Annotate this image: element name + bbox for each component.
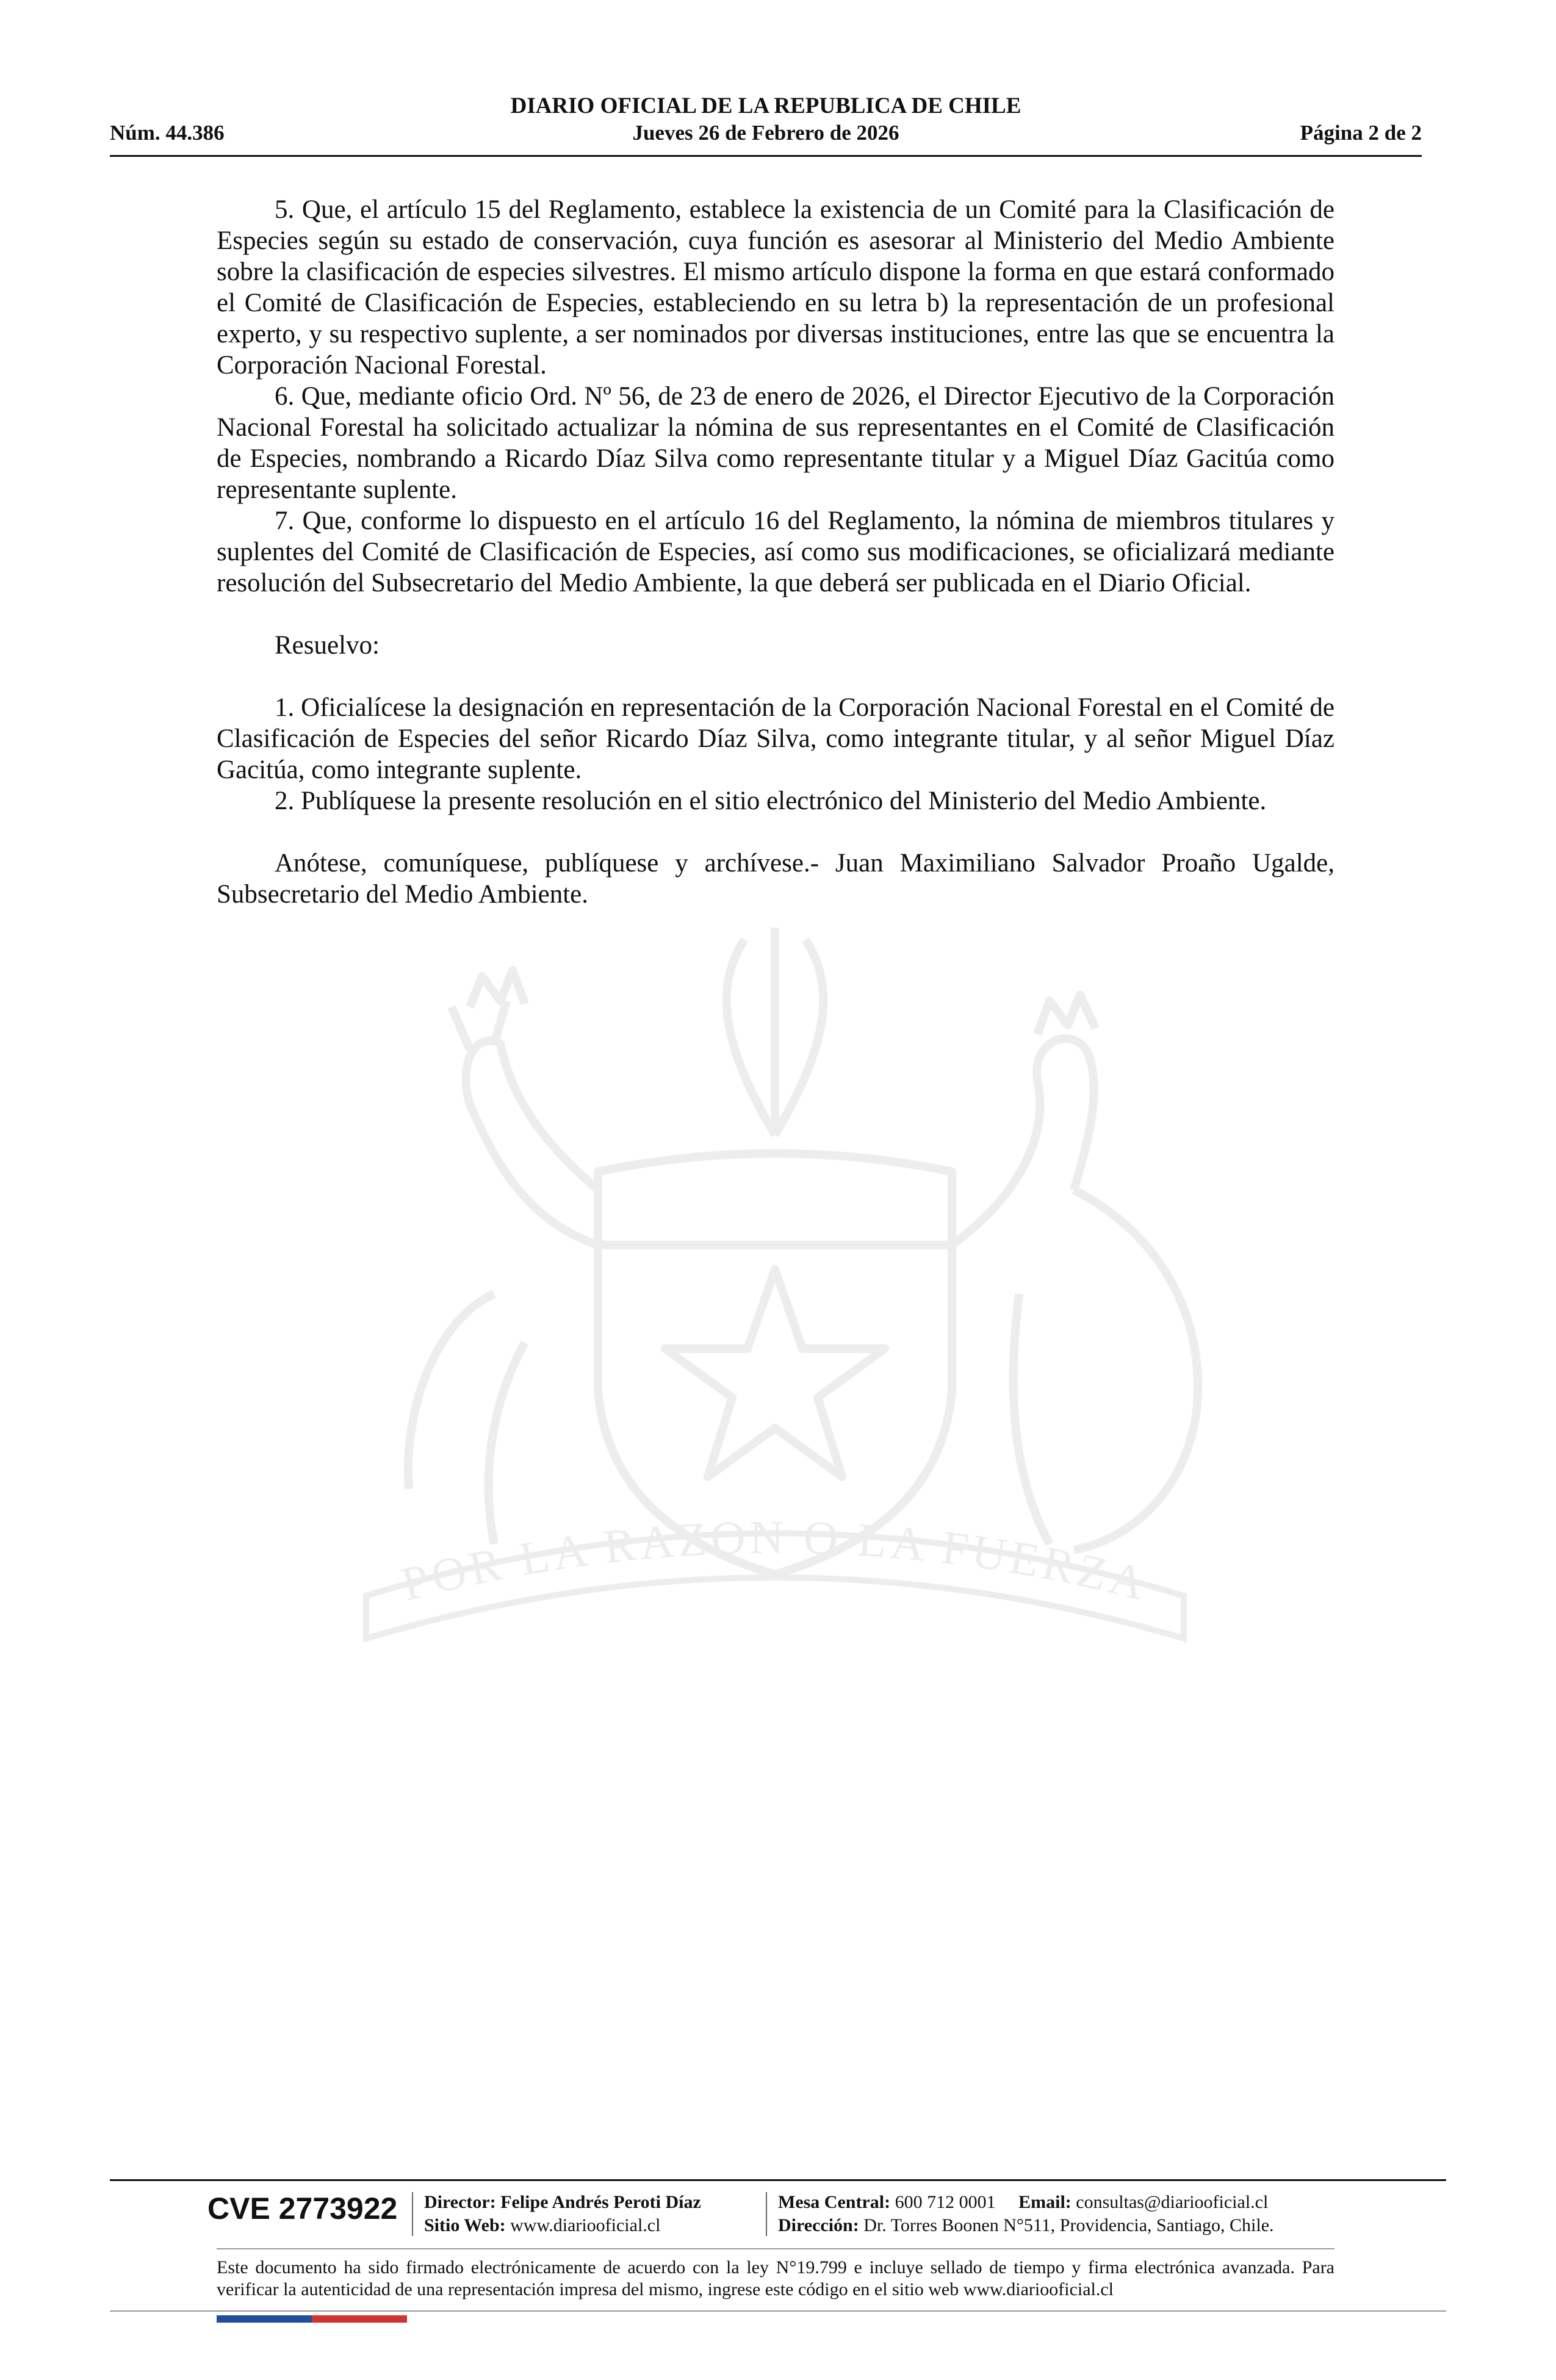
coat-of-arms-icon — [207, 903, 1342, 1672]
issue-date: Jueves 26 de Febrero de 2026 — [632, 121, 899, 145]
paragraph: 1. Oficialícese la designación en representación de la Corporación Nacional Forestal en el Comité de Clasificación de Especies del señor Ricardo Díaz Silva, como integrante titular, y al señor Miguel Díaz Gacitúa, como integrante suplente. — [217, 693, 1334, 784]
flag-blue-segment — [217, 2315, 312, 2323]
paragraph: 7. Que, conforme lo dispuesto en el artículo 16 del Reglamento, la nómina de miembros titulares y suplentes del Comité de Clasificación de Especies, así como sus modificaciones, se oficializará mediante resolución del Subsecretario del Medio Ambiente, la que deberá ser publicada en el Diario Oficial. — [217, 507, 1334, 597]
website-label: Sitio Web: — [424, 2215, 506, 2235]
cve-code: CVE 2773922 — [207, 2191, 398, 2226]
page-header — [110, 93, 1422, 157]
newspaper-title: DIARIO OFICIAL DE LA REPUBLICA DE CHILE — [510, 93, 1021, 118]
header-divider — [110, 155, 1422, 157]
email-link[interactable]: consultas@diariooficial.cl — [1076, 2192, 1269, 2212]
website-link[interactable]: www.diariooficial.cl — [510, 2215, 661, 2235]
footer-divider — [110, 2179, 1446, 2181]
director-label: Director: — [424, 2192, 496, 2212]
flag-stripe — [217, 2315, 407, 2323]
footer-divider — [110, 2310, 1446, 2312]
phone-number: 600 712 0001 — [895, 2192, 996, 2212]
issue-number: Núm. 44.386 — [110, 121, 225, 145]
paragraph: 2. Publíquese la presente resolución en el sitio electrónico del Ministerio del Medio Ambiente. — [275, 787, 1267, 815]
phone-label: Mesa Central: — [778, 2192, 891, 2212]
paragraph: 6. Que, mediante oficio Ord. Nº 56, de 23 de enero de 2026, el Director Ejecutivo de la Corporación Nacional Forestal ha solicitado actualizar la nómina de sus representantes en el Comité de Clasificación de Especies, nombrando a Ricardo Díaz Silva como representante titular y a Miguel Díaz Gacitúa como representante suplente. — [217, 382, 1334, 504]
paragraph: 5. Que, el artículo 15 del Reglamento, establece la existencia de un Comité para la Clasificación de Especies según su estado de conservación, cuya función es asesorar al Ministerio del Medio Ambiente sobre la clasificación de especies silvestres. El mismo artículo dispone la forma en que estará conformado el Comité de Clasificación de Especies, estableciendo en su letra b) la representación de un profesional experto, y su respectivo suplente, a ser nominados por diversas instituciones, entre las que se encuentra la Corporación Nacional Forestal. — [217, 195, 1334, 380]
director-name: Felipe Andrés Peroti Díaz — [500, 2192, 701, 2212]
email-label: Email: — [1018, 2192, 1072, 2212]
footer-divider — [217, 2248, 1334, 2249]
footer-separator — [766, 2192, 767, 2236]
document-body — [217, 194, 1334, 910]
page-indicator: Página 2 de 2 — [1300, 121, 1422, 145]
closing-signature: Anótese, comuníquese, publíquese y archívese.- Juan Maximiliano Salvador Proaño Ugalde, Subsecretario del Medio Ambiente. — [217, 849, 1334, 909]
footer-contact-block — [778, 2191, 1274, 2237]
resolution-heading: Resuelvo: — [275, 631, 380, 660]
address-text: Dr. Torres Boonen N°511, Providencia, Santiago, Chile. — [863, 2215, 1274, 2235]
footer-separator — [412, 2192, 413, 2236]
flag-red-segment — [312, 2315, 407, 2323]
address-label: Dirección: — [778, 2215, 859, 2235]
signature-disclaimer: Este documento ha sido firmado electrónicamente de acuerdo con la ley N°19.799 e incluye sellado de tiempo y firma electrónica avanzada. Para verificar la autenticidad de una representación impresa del mismo, ingrese este código en el sitio web www.diariooficial.cl — [217, 2257, 1334, 2299]
motto-text: POR LA RAZON O LA FUERZA — [396, 1510, 1154, 1611]
footer-director-block — [424, 2191, 701, 2237]
